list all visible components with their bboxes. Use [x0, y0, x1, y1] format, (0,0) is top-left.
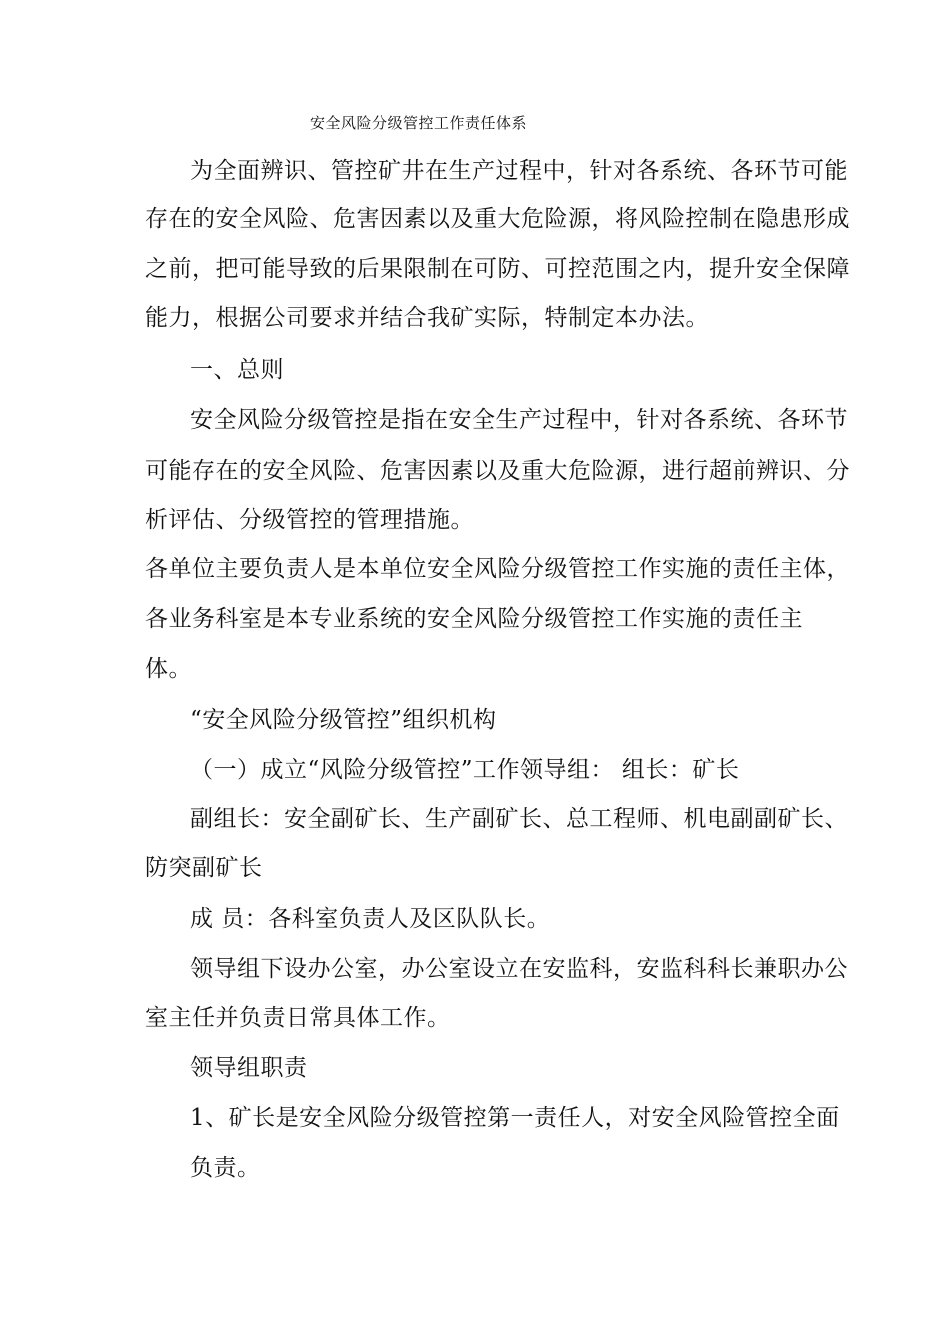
paragraph-line: 体。 [145, 656, 192, 682]
paragraph-line: 成 员：各科室负责人及区队队长。 [190, 906, 551, 932]
paragraph-line: 能力，根据公司要求并结合我矿实际，特制定本办法。 [145, 305, 709, 331]
paragraph-line: （一）成立“风险分级管控”工作领导组： 组长：矿长 [190, 757, 740, 783]
paragraph-line: 存在的安全风险、危害因素以及重大危险源，将风险控制在隐患形成 [145, 206, 850, 232]
paragraph-line: 负责。 [190, 1155, 261, 1181]
paragraph-line: 可能存在的安全风险、危害因素以及重大危险源，进行超前辨识、分 [145, 458, 850, 484]
paragraph-line: 之前，把可能导致的后果限制在可防、可控范围之内，提升安全保障 [145, 256, 850, 282]
section-heading: “安全风险分级管控”组织机构 [190, 707, 497, 733]
paragraph-line: 防突副矿长 [145, 855, 263, 881]
section-heading: 一、总则 [190, 357, 284, 383]
paragraph-line: 析评估、分级管控的管理措施。 [145, 507, 474, 533]
paragraph-line: 室主任并负责日常具体工作。 [145, 1005, 451, 1031]
paragraph-line: 1、矿长是安全风险分级管控第一责任人，对安全风险管控全面 [190, 1105, 840, 1131]
paragraph-line: 为全面辨识、管控矿井在生产过程中，针对各系统、各环节可能 [190, 158, 848, 184]
paragraph-line: 副组长：安全副矿长、生产副矿长、总工程师、机电副副矿长、 [190, 806, 848, 832]
paragraph-line: 各单位主要负责人是本单位安全风险分级管控工作实施的责任主体， [145, 556, 850, 582]
paragraph-line: 各业务科室是本专业系统的安全风险分级管控工作实施的责任主 [145, 606, 803, 632]
document-title: 安全风险分级管控工作责任体系 [310, 114, 528, 132]
paragraph-line: 安全风险分级管控是指在安全生产过程中，针对各系统、各环节 [190, 407, 848, 433]
section-heading: 领导组职责 [190, 1055, 308, 1081]
paragraph-line: 领导组下设办公室，办公室设立在安监科，安监科科长兼职办公 [190, 956, 848, 982]
